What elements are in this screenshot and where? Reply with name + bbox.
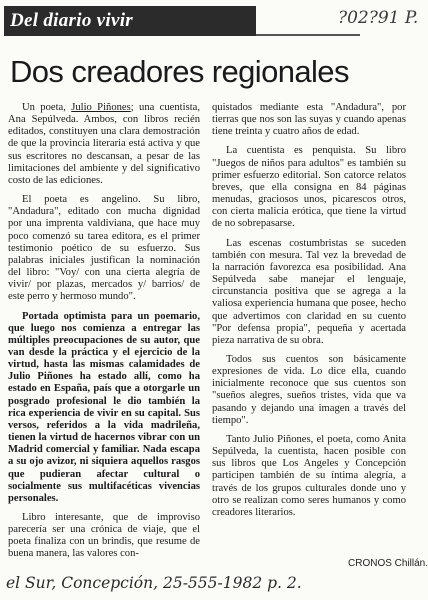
column1-paragraph-2: El poeta es angelino. Su libro, "Andadura", editado con mucha dignidad por una imprenta valdiviana, que hace muy poco comenzó su tarea editora, es el primer testimonio poético de su esfuerzo. Sus palabras iniciales justifican la nominación del libro: "Voy/ con una cierta alegría de vivir/ por plazas, mercados y/ barrios/ de este perro y hermoso mundo". [8, 194, 200, 303]
column1-paragraph-3: Portada optimista para un poemario, que luego nos comienza a entregar las múltiples preocupaciones de su autor, que van desde la práctica y el ejercicio de la virtud, hasta las mismas calamidades de Julio Piñones ha estado allí, como ha estado en España, país que a otorgarle un posgrado profesional le dio también la rica experiencia de vivir en su capital. Sus versos, referidos a la vida madrileña, tienen la virtud de hacernos vibrar con un Madrid comercial y familiar. Nada escapa a su ojo avizor, ni siquiera aquellos rasgos que pudieran afectar cultural o socialmente sus multifacéticas vivencias personales. [8, 310, 200, 504]
column2-paragraph-2: La cuentista es penquista. Su libro "Juegos de niños para adultos" es también su primer esfuerzo editorial. Son catorce relatos breves, que ella consigna en 84 páginas menudas, graciosos unos, picarescos otros, con cierta malicia erótica, que tiene la virtud de no sobrepasarse. [212, 145, 406, 230]
column1-paragraph-1: Un poeta, Julio Piñones; una cuentista, Ana Sepúlveda. Ambos, con libros recién editados, constituyen una clara demostración de que la provincia literaria está activa y que sus escritores no descansan, a pesar de las limitaciones del ambiente y del significativo costo de las ediciones. [8, 102, 200, 186]
column2-paragraph-3: Las escenas costumbristas se suceden también con mesura. Tal vez la brevedad de la narración favorezca esa posibilidad. Ana Sepúlveda sabe manejar el lenguaje, circunstancia positiva que se agrega a la valiosa experiencia humana que posee, hecho que advertimos con claridad en su cuento "Por defensa propia", pequeña y acertada pieza narrativa de su obra. [212, 237, 406, 346]
header-rule [256, 34, 360, 36]
byline: CRONOS Chillán. [348, 558, 428, 569]
article-headline: Dos creadores regionales [10, 54, 349, 89]
handwritten-citation-bottom: el Sur, Concepción, 25-555-1982 p. 2. [6, 574, 302, 592]
article-column-2 [212, 102, 406, 519]
column2-paragraph-4: Todos sus cuentos son básicamente expresiones de vida. Lo dice ella, cuando inicialmente reconoce que sus cuentos son "sueños alegres, sueños tristes, vida que va pasando y dejando una imagen a través del tiempo". [212, 353, 406, 426]
section-header-title: Del diario vivir [10, 10, 134, 31]
column1-paragraph-4: Libro interesante, que de improviso parecería ser una crónica de viaje, que el poeta finaliza con un brindis, que resume de buena manera, las valores con- [8, 512, 200, 560]
column2-paragraph-5: Tanto Julio Piñones, el poeta, como Anita Sepúlveda, la cuentista, hacen posible con sus libros que Los Angeles y Concepción participen también de su íntima alegría, a través de los grupos culturales donde uno y otro se realizan como seres humanos y como creadores literarios. [212, 433, 406, 518]
section-header [4, 6, 256, 36]
article-column-1 [8, 102, 200, 561]
column2-paragraph-1: quistados mediante esta "Andadura", por tierras que nos son las suyas y cuando apenas tiene treinta y cuatro años de edad. [212, 102, 406, 138]
author-name-julio-pinones: Julio Piñones [71, 102, 131, 113]
handwritten-reference-top: ?02?91 P. [338, 8, 419, 28]
